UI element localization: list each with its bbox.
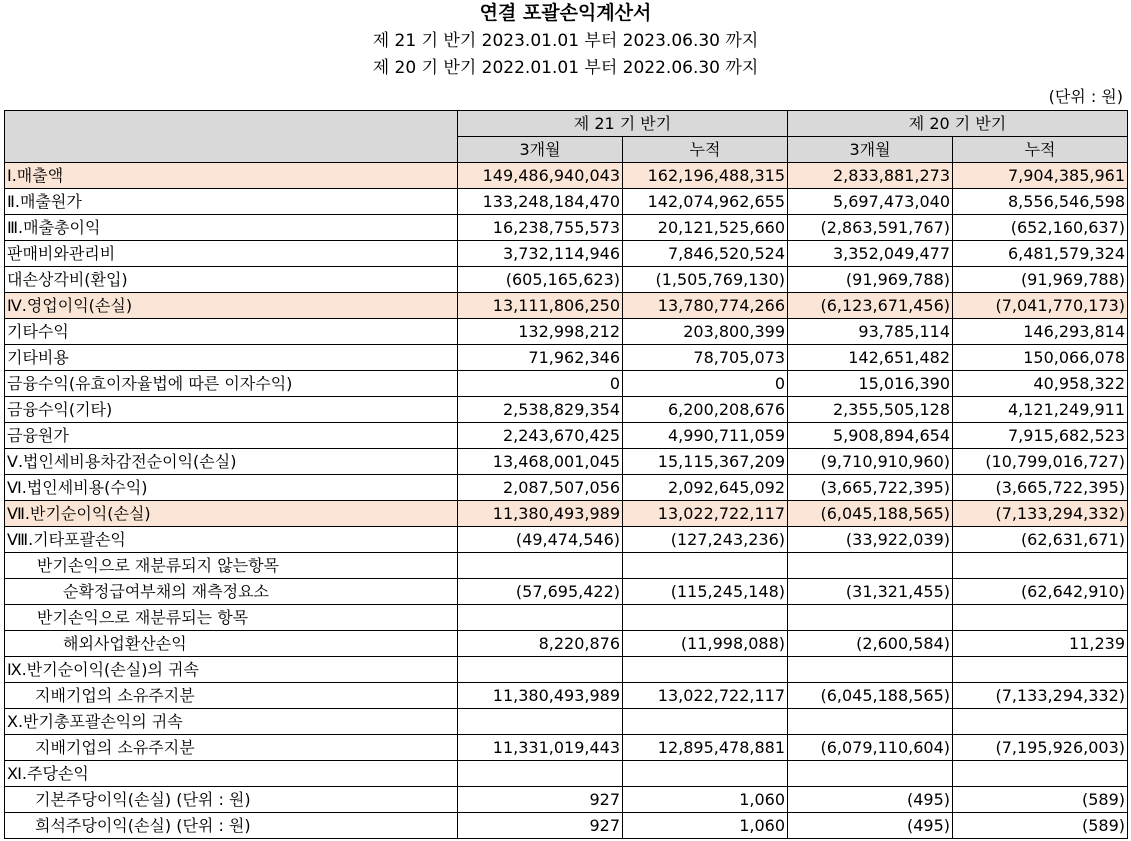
cell-prior-cumulative <box>953 605 1128 631</box>
cell-current-cumulative: 20,121,525,660 <box>623 215 788 241</box>
header-current-cumulative: 누적 <box>623 137 788 163</box>
row-label: Ⅸ.반기순이익(손실)의 귀속 <box>5 657 458 683</box>
cell-current-cumulative <box>623 761 788 787</box>
cell-current-3m <box>458 709 623 735</box>
header-blank <box>5 111 458 163</box>
cell-current-cumulative: (11,998,088) <box>623 631 788 657</box>
table-row <box>5 319 1128 345</box>
row-label: Ⅹ.반기총포괄손익의 귀속 <box>5 709 458 735</box>
cell-prior-3m: 2,355,505,128 <box>788 397 953 423</box>
cell-current-3m: 11,331,019,443 <box>458 735 623 761</box>
table-row <box>5 267 1128 293</box>
cell-current-3m: 133,248,184,470 <box>458 189 623 215</box>
cell-current-cumulative: 15,115,367,209 <box>623 449 788 475</box>
cell-current-3m: 0 <box>458 371 623 397</box>
cell-current-3m: 11,380,493,989 <box>458 683 623 709</box>
table-row <box>5 345 1128 371</box>
cell-current-cumulative: 78,705,073 <box>623 345 788 371</box>
cell-current-3m: 2,538,829,354 <box>458 397 623 423</box>
table-row <box>5 475 1128 501</box>
table-row <box>5 241 1128 267</box>
cell-prior-cumulative: (10,799,016,727) <box>953 449 1128 475</box>
cell-prior-cumulative: (589) <box>953 813 1128 839</box>
cell-current-cumulative: 13,022,722,117 <box>623 501 788 527</box>
table-row <box>5 579 1128 605</box>
row-label: 반기손익으로 재분류되지 않는항목 <box>5 553 458 579</box>
table-row <box>5 449 1128 475</box>
cell-prior-3m: 142,651,482 <box>788 345 953 371</box>
cell-prior-3m: (2,600,584) <box>788 631 953 657</box>
cell-prior-3m <box>788 761 953 787</box>
table-row <box>5 787 1128 813</box>
cell-prior-cumulative: (3,665,722,395) <box>953 475 1128 501</box>
table-row <box>5 813 1128 839</box>
cell-prior-cumulative: (652,160,637) <box>953 215 1128 241</box>
cell-prior-3m: (495) <box>788 787 953 813</box>
cell-prior-3m: (31,321,455) <box>788 579 953 605</box>
cell-current-cumulative: 142,074,962,655 <box>623 189 788 215</box>
cell-current-cumulative: 2,092,645,092 <box>623 475 788 501</box>
header-row-periods <box>5 111 1128 137</box>
cell-current-3m: 2,243,670,425 <box>458 423 623 449</box>
cell-prior-3m: (6,079,110,604) <box>788 735 953 761</box>
cell-prior-cumulative <box>953 709 1128 735</box>
cell-current-cumulative: (1,505,769,130) <box>623 267 788 293</box>
period-current: 제 21 기 반기 2023.01.01 부터 2023.06.30 까지 <box>372 31 759 51</box>
cell-current-3m: (605,165,623) <box>458 267 623 293</box>
cell-prior-cumulative: (7,041,770,173) <box>953 293 1128 319</box>
cell-prior-3m <box>788 657 953 683</box>
cell-prior-cumulative <box>953 553 1128 579</box>
cell-current-cumulative: 1,060 <box>623 813 788 839</box>
row-label: 순확정급여부채의 재측정요소 <box>5 579 458 605</box>
row-label: 기타비용 <box>5 345 458 371</box>
cell-prior-3m <box>788 709 953 735</box>
cell-prior-cumulative: (589) <box>953 787 1128 813</box>
table-row <box>5 683 1128 709</box>
cell-current-3m <box>458 605 623 631</box>
cell-prior-cumulative: (7,133,294,332) <box>953 683 1128 709</box>
cell-prior-cumulative: (7,195,926,003) <box>953 735 1128 761</box>
cell-current-3m: 927 <box>458 813 623 839</box>
table-row <box>5 501 1128 527</box>
header-current-period: 제 21 기 반기 <box>458 111 788 137</box>
header-prior-cumulative: 누적 <box>953 137 1128 163</box>
row-label: 금융원가 <box>5 423 458 449</box>
cell-current-cumulative: 12,895,478,881 <box>623 735 788 761</box>
cell-current-3m: 2,087,507,056 <box>458 475 623 501</box>
cell-current-3m: (49,474,546) <box>458 527 623 553</box>
cell-prior-3m: 2,833,881,273 <box>788 163 953 189</box>
cell-prior-cumulative: 7,904,385,961 <box>953 163 1128 189</box>
table-row <box>5 735 1128 761</box>
cell-current-cumulative <box>623 657 788 683</box>
table-row <box>5 709 1128 735</box>
cell-prior-cumulative: 150,066,078 <box>953 345 1128 371</box>
cell-prior-3m: (6,045,188,565) <box>788 501 953 527</box>
cell-prior-3m: 5,697,473,040 <box>788 189 953 215</box>
cell-prior-cumulative <box>953 761 1128 787</box>
row-label: 기본주당이익(손실) (단위 : 원) <box>5 787 458 813</box>
table-row <box>5 553 1128 579</box>
cell-current-3m: 13,111,806,250 <box>458 293 623 319</box>
cell-current-3m <box>458 553 623 579</box>
cell-current-3m: 16,238,755,573 <box>458 215 623 241</box>
cell-current-cumulative: 1,060 <box>623 787 788 813</box>
table-row <box>5 527 1128 553</box>
cell-current-3m: 13,468,001,045 <box>458 449 623 475</box>
cell-prior-3m: (3,665,722,395) <box>788 475 953 501</box>
cell-current-cumulative: 13,022,722,117 <box>623 683 788 709</box>
table-row <box>5 397 1128 423</box>
cell-prior-cumulative: 40,958,322 <box>953 371 1128 397</box>
period-prior: 제 20 기 반기 2022.01.01 부터 2022.06.30 까지 <box>372 58 759 78</box>
table-row <box>5 657 1128 683</box>
cell-current-3m <box>458 657 623 683</box>
cell-prior-cumulative: (7,133,294,332) <box>953 501 1128 527</box>
row-label: Ⅺ.주당손익 <box>5 761 458 787</box>
row-label: 금융수익(유효이자율법에 따른 이자수익) <box>5 371 458 397</box>
cell-current-cumulative: (115,245,148) <box>623 579 788 605</box>
statement-title: 연결 포괄손익계산서 <box>479 2 652 24</box>
cell-current-3m: 149,486,940,043 <box>458 163 623 189</box>
cell-prior-cumulative: (62,642,910) <box>953 579 1128 605</box>
cell-current-3m: 71,962,346 <box>458 345 623 371</box>
table-row <box>5 293 1128 319</box>
cell-prior-cumulative: 7,915,682,523 <box>953 423 1128 449</box>
cell-prior-3m: 93,785,114 <box>788 319 953 345</box>
cell-current-cumulative <box>623 605 788 631</box>
cell-current-cumulative: (127,243,236) <box>623 527 788 553</box>
cell-current-cumulative: 203,800,399 <box>623 319 788 345</box>
table-row <box>5 189 1128 215</box>
cell-current-3m <box>458 761 623 787</box>
row-label: Ⅴ.법인세비용차감전순이익(손실) <box>5 449 458 475</box>
cell-prior-3m: (9,710,910,960) <box>788 449 953 475</box>
row-label: 금융수익(기타) <box>5 397 458 423</box>
header-prior-3m: 3개월 <box>788 137 953 163</box>
table-row <box>5 761 1128 787</box>
unit-label: (단위 : 원) <box>1048 87 1123 106</box>
cell-prior-3m <box>788 605 953 631</box>
cell-prior-3m <box>788 553 953 579</box>
header-current-3m: 3개월 <box>458 137 623 163</box>
row-label: 지배기업의 소유주지분 <box>5 683 458 709</box>
cell-current-cumulative: 162,196,488,315 <box>623 163 788 189</box>
cell-prior-3m: (91,969,788) <box>788 267 953 293</box>
cell-current-3m: 11,380,493,989 <box>458 501 623 527</box>
row-label: Ⅵ.법인세비용(수익) <box>5 475 458 501</box>
row-label: 반기손익으로 재분류되는 항목 <box>5 605 458 631</box>
table-row <box>5 423 1128 449</box>
table-row <box>5 631 1128 657</box>
row-label: Ⅶ.반기순이익(손실) <box>5 501 458 527</box>
table-row <box>5 215 1128 241</box>
row-label: Ⅳ.영업이익(손실) <box>5 293 458 319</box>
row-label: 판매비와관리비 <box>5 241 458 267</box>
cell-current-3m: 3,732,114,946 <box>458 241 623 267</box>
row-label: 희석주당이익(손실) (단위 : 원) <box>5 813 458 839</box>
cell-current-3m: (57,695,422) <box>458 579 623 605</box>
row-label: Ⅲ.매출총이익 <box>5 215 458 241</box>
cell-current-cumulative: 7,846,520,524 <box>623 241 788 267</box>
cell-current-3m: 8,220,876 <box>458 631 623 657</box>
cell-prior-3m: (6,123,671,456) <box>788 293 953 319</box>
cell-prior-cumulative: 8,556,546,598 <box>953 189 1128 215</box>
cell-prior-3m: 3,352,049,477 <box>788 241 953 267</box>
cell-current-cumulative: 4,990,711,059 <box>623 423 788 449</box>
cell-prior-cumulative <box>953 657 1128 683</box>
cell-current-cumulative <box>623 553 788 579</box>
row-label: 해외사업환산손익 <box>5 631 458 657</box>
cell-prior-cumulative: 11,239 <box>953 631 1128 657</box>
table-row <box>5 605 1128 631</box>
cell-prior-cumulative: (62,631,671) <box>953 527 1128 553</box>
cell-prior-3m: (2,863,591,767) <box>788 215 953 241</box>
cell-prior-3m: (6,045,188,565) <box>788 683 953 709</box>
cell-current-cumulative: 0 <box>623 371 788 397</box>
row-label: Ⅰ.매출액 <box>5 163 458 189</box>
income-statement-table <box>4 110 1128 839</box>
row-label: 대손상각비(환입) <box>5 267 458 293</box>
cell-current-cumulative: 6,200,208,676 <box>623 397 788 423</box>
row-label: 지배기업의 소유주지분 <box>5 735 458 761</box>
row-label: 기타수익 <box>5 319 458 345</box>
row-label: Ⅱ.매출원가 <box>5 189 458 215</box>
cell-prior-3m: 15,016,390 <box>788 371 953 397</box>
cell-prior-3m: 5,908,894,654 <box>788 423 953 449</box>
table-row <box>5 371 1128 397</box>
cell-prior-cumulative: 6,481,579,324 <box>953 241 1128 267</box>
cell-prior-cumulative: 4,121,249,911 <box>953 397 1128 423</box>
cell-prior-cumulative: 146,293,814 <box>953 319 1128 345</box>
cell-current-3m: 132,998,212 <box>458 319 623 345</box>
cell-current-cumulative: 13,780,774,266 <box>623 293 788 319</box>
row-label: Ⅷ.기타포괄손익 <box>5 527 458 553</box>
table-row <box>5 163 1128 189</box>
cell-current-3m: 927 <box>458 787 623 813</box>
header-prior-period: 제 20 기 반기 <box>788 111 1128 137</box>
cell-prior-3m: (495) <box>788 813 953 839</box>
cell-prior-3m: (33,922,039) <box>788 527 953 553</box>
cell-prior-cumulative: (91,969,788) <box>953 267 1128 293</box>
cell-current-cumulative <box>623 709 788 735</box>
